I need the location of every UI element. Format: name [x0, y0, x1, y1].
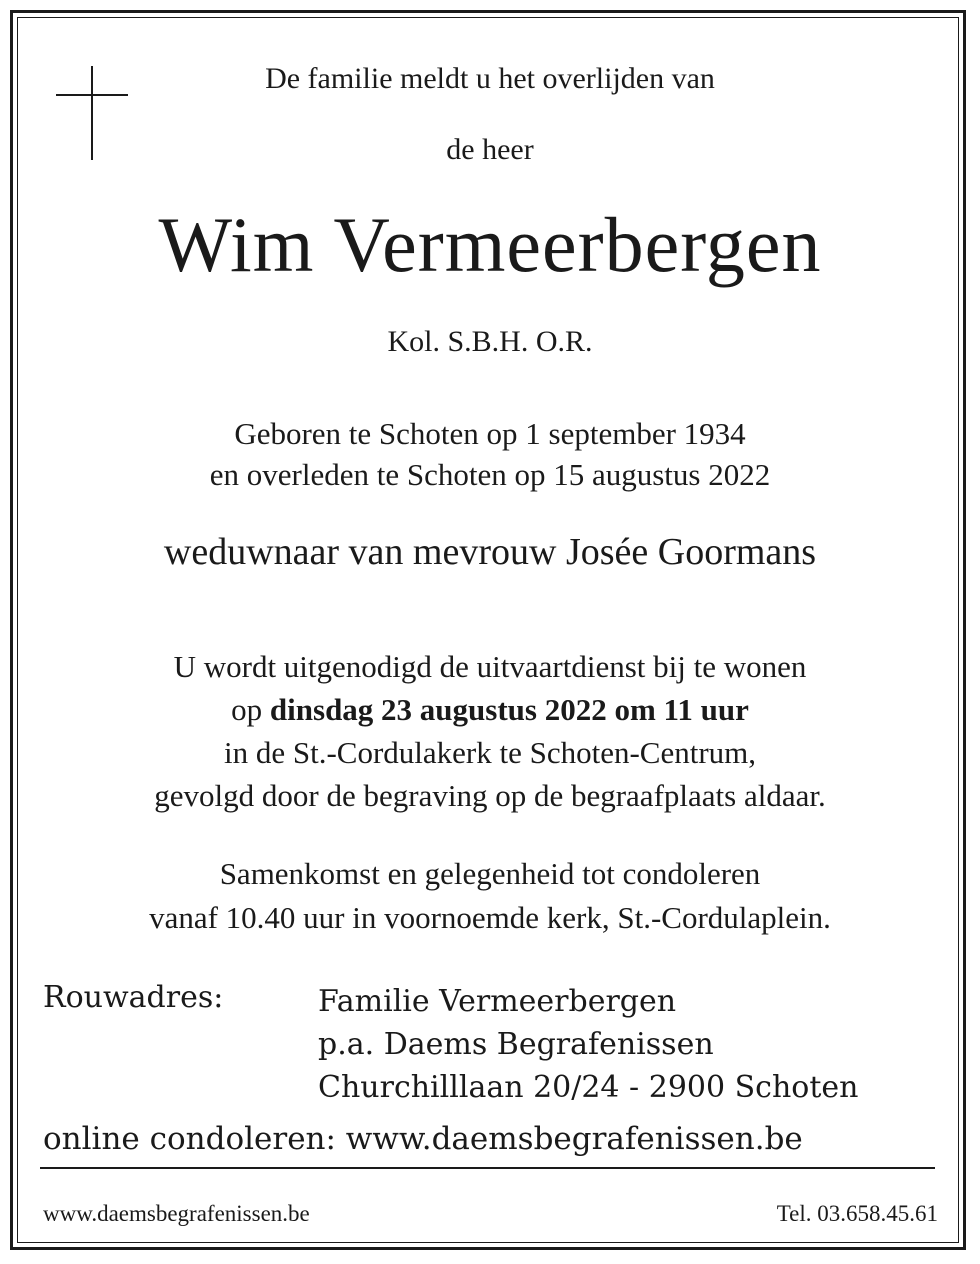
gathering-block [0, 852, 980, 940]
ceremony-line-1: U wordt uitgenodigd de uitvaartdienst bij te wonen [173, 649, 807, 684]
gathering-line-1: Samenkomst en gelegenheid tot condoleren [219, 856, 761, 891]
footer-phone: Tel. 03.658.45.61 [776, 1201, 938, 1226]
widower-line: weduwnaar van mevrouw Josée Goormans [163, 531, 817, 573]
address-label: Rouwadres: [43, 980, 224, 1015]
ceremony-line-2 [0, 688, 980, 731]
address-line: p.a. Daems Begrafenissen [318, 1027, 714, 1062]
ceremony-datetime: dinsdag 23 augustus 2022 om 11 uur [269, 692, 749, 727]
footer-website: www.daemsbegrafenissen.be [43, 1201, 310, 1226]
ceremony-line-4: gevolgd door de begraving op de begraafplaats aldaar. [154, 778, 826, 813]
address-line: Churchilllaan 20/24 - 2900 Schoten [318, 1070, 859, 1105]
online-condolences: online condoleren: www.daemsbegrafenissen.be [43, 1121, 803, 1157]
ceremony-prefix: op [231, 692, 270, 727]
intro-text: De familie meldt u het overlijden van [265, 62, 715, 95]
ceremony-block [0, 645, 980, 817]
address-line: Familie Vermeerbergen [318, 984, 677, 1019]
death-line: en overleden te Schoten op 15 augustus 2022 [209, 457, 771, 492]
honorific: de heer [446, 133, 534, 166]
divider [40, 1167, 935, 1169]
birth-line: Geboren te Schoten op 1 september 1934 [234, 416, 746, 451]
deceased-name: Wim Vermeerbergen [158, 201, 822, 288]
rank: Kol. S.B.H. O.R. [387, 325, 593, 358]
ceremony-line-3: in de St.-Cordulakerk te Schoten-Centrum, [223, 735, 757, 770]
address-lines [318, 980, 858, 1109]
gathering-line-2: vanaf 10.40 uur in voornoemde kerk, St.-Cordulaplein. [149, 900, 831, 935]
life-dates [0, 413, 980, 495]
